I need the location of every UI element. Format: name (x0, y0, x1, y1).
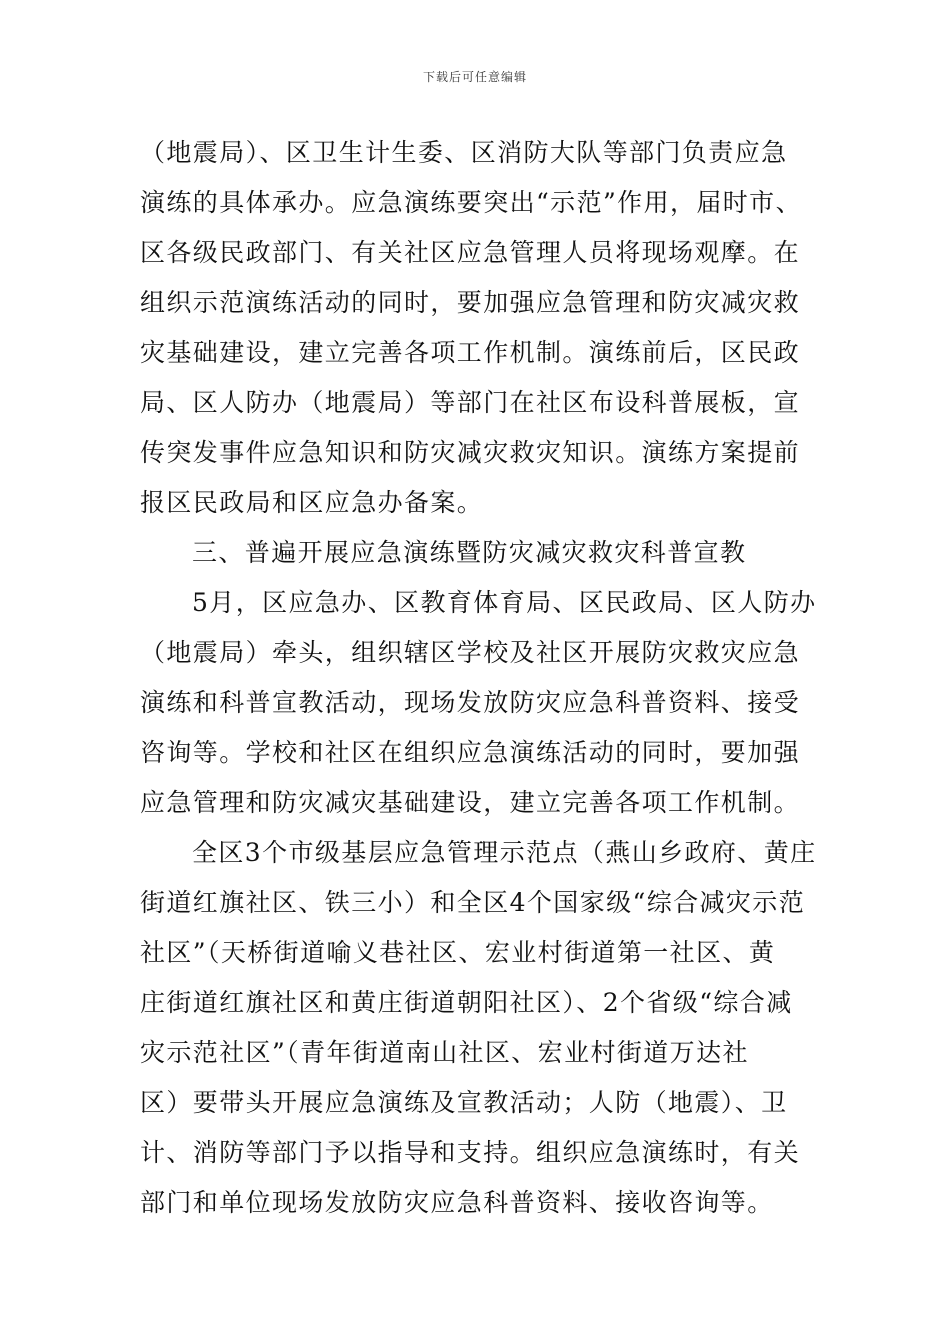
text-line: 区）要带头开展应急演练及宣教活动；人防（地震）、卫 (140, 1088, 788, 1117)
text-line: 区各级民政部门、有关社区应急管理人员将现场观摩。在 (140, 238, 801, 267)
section-heading: 三、普遍开展应急演练暨防灾减灾救灾科普宣教 (192, 538, 747, 567)
page-header: 下载后可任意编辑 (422, 70, 527, 84)
text-line: 5月，区应急办、区教育体育局、区民政局、区人防办 (192, 588, 817, 617)
text-line: 咨询等。学校和社区在组织应急演练活动的同时，要加强 (140, 738, 801, 767)
text-line: 演练和科普宣教活动，现场发放防灾应急科普资料、接受 (140, 688, 801, 717)
document-body (140, 128, 820, 1228)
text-line: 庄街道红旗社区和黄庄街道朝阳社区）、2个省级“综合减 (140, 988, 793, 1017)
text-line: 街道红旗社区、铁三小）和全区4个国家级“综合减灾示范 (140, 888, 806, 917)
text-line: 社区”（天桥街道喻义巷社区、宏业村街道第一社区、黄 (140, 938, 776, 967)
text-line: 报区民政局和区应急办备案。 (140, 488, 484, 517)
text-line: （地震局）、区卫生计生委、区消防大队等部门负责应急 (140, 138, 788, 167)
text-line: 传突发事件应急知识和防灾减灾救灾知识。演练方案提前 (140, 438, 801, 467)
text-line: 计、消防等部门予以指导和支持。组织应急演练时，有关 (140, 1138, 801, 1167)
text-line: 部门和单位现场发放防灾应急科普资料、接收咨询等。 (140, 1188, 774, 1217)
text-line: （地震局）牵头，组织辖区学校及社区开展防灾救灾应急 (140, 638, 801, 667)
text-line: 组织示范演练活动的同时，要加强应急管理和防灾减灾救 (140, 288, 801, 317)
text-line: 灾基础建设，建立完善各项工作机制。演练前后，区民政 (140, 338, 801, 367)
text-line: 演练的具体承办。应急演练要突出“示范”作用，届时市、 (140, 188, 802, 217)
text-line: 全区3个市级基层应急管理示范点（燕山乡政府、黄庄 (192, 838, 817, 867)
text-line: 应急管理和防灾减灾基础建设，建立完善各项工作机制。 (140, 788, 801, 817)
text-line: 灾示范社区”（青年街道南山社区、宏业村街道万达社 (140, 1038, 749, 1067)
text-line: 局、区人防办（地震局）等部门在社区布设科普展板，宣 (140, 388, 801, 417)
